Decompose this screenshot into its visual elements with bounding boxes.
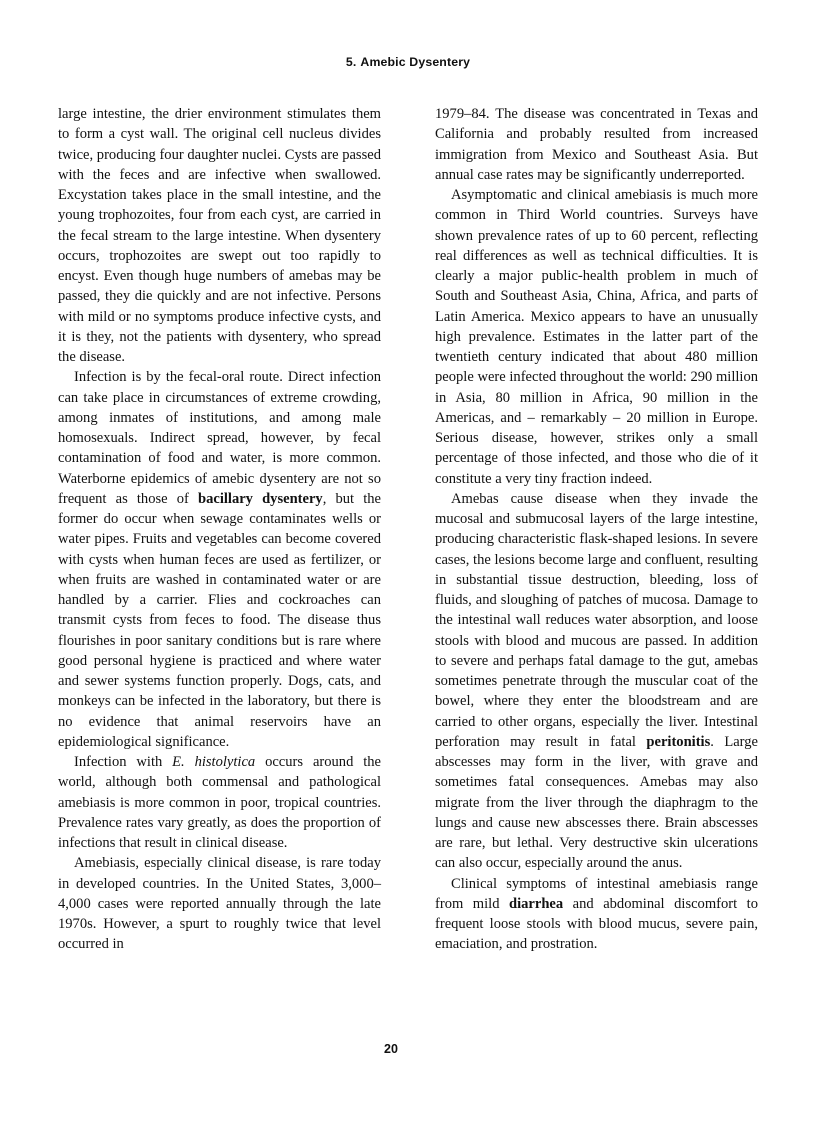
text-run: large intestine, the drier environment stimulates them to form a cyst wall. The original cell nucleus divides twice, producing four daughter nuclei. Cysts are passed with the feces and are infective when swallowed. Excystation takes place in the small intestine, and the young trophozoites, four from each cyst, are carried in the fecal stream to the large intestine. When dysentery occurs, trophozoites are swept out too rapidly to encyst. Even though huge numbers of amebas may be passed, they die quickly and are not infective. Persons with mild or no symptoms produce infective cysts, and it is they, not the patients with dysentery, who spread the disease. <box>58 106 381 365</box>
paragraph <box>58 104 381 367</box>
chapter-title: Amebic Dysentery <box>360 55 471 69</box>
bold-term: diarrhea <box>509 895 564 912</box>
text-run: Amebas cause disease when they invade the mucosal and submucosal layers of the large intestine, producing characteristic flask-shaped lesions. In severe cases, the lesions become large and confluent, resulting in substantial tissue destruction, bleeding, loss of fluids, and sloughing of patches of mucosa. Damage to the intestinal wall reduces water absorption, and loose stools with blood and mucous are passed. In addition to severe and perhaps fatal damage to the gut, amebas sometimes penetrate through the muscular coat of the bowel, where they enter the bloodstream and are carried to other organs, especially the liver. Intestinal perforation may result in fatal <box>435 490 758 750</box>
bold-term: bacillary dysentery <box>198 490 323 507</box>
page-number: 20 <box>384 1042 398 1056</box>
paragraph <box>435 874 758 955</box>
text-run: occurs around the world, although both commensal and pathological amebiasis is more common in poor, tropical countries. Prevalence rates vary greatly, as does the proportion of infections that result in clinical disease. <box>58 754 382 851</box>
text-run: Asymptomatic and clinical amebiasis is much more common in Third World countries. Surveys have shown prevalence rates of up to 60 percent, reflecting real differences as well as technical difficulties. It is clearly a major public-health problem in much of South and Southeast Asia, China, Africa, and parts of Latin America. Mexico appears to have an unusually high prevalence. Estimates in the latter part of the twentieth century indicated that about 480 million people were infected throughout the world: 290 million in Asia, 80 million in Africa, 90 million in the Americas, and – remarkably – 20 million in Europe. Serious disease, however, strikes only a small percentage of those infected, and those who die of it constitute a very tiny fraction indeed. <box>435 187 758 487</box>
text-run: , but the former do occur when sewage contaminates wells or water pipes. Fruits and vegetables can become covered with cysts when human feces are used as fertilizer, or when fruits are washed in contaminated water or are handled by a carrier. Flies and cockroaches can transmit cysts from feces to food. The disease thus flourishes in poor sanitary conditions but is rare where good personal hygiene is practiced and where water and sewer systems function properly. Dogs, cats, and monkeys can be infected in the laboratory, but there is no evidence that animal reservoirs have an epidemiological significance. <box>58 490 381 750</box>
right-text-column <box>435 104 758 1024</box>
text-run: Infection is by the fecal-oral route. Direct infection can take place in circumstances of extreme crowding, among inmates of institutions, and among male homosexuals. Indirect spread, however, by fecal contamination of food and water, is more common. Waterborne epidemics of amebic dysentery are not so frequent as those of <box>58 369 381 507</box>
body-columns <box>58 104 758 1024</box>
chapter-number: 5. <box>345 55 357 69</box>
paragraph <box>58 367 381 752</box>
page-footer <box>0 1042 816 1056</box>
running-head <box>0 55 816 69</box>
text-run: and abdominal discomfort to frequent loose stools with blood mucus, severe pain, emaciation, and prostration. <box>435 895 758 953</box>
left-text-column <box>58 104 381 1024</box>
paragraph <box>58 853 381 954</box>
text-run: Amebiasis, especially clinical disease, is rare today in developed countries. In the United States, 3,000–4,000 cases were reported annually through the late 1970s. However, a spurt to roughly twice that level occurred in <box>58 855 381 953</box>
paragraph <box>435 185 758 489</box>
text-run: . Large abscesses may form in the liver, with grave and sometimes fatal consequences. Amebas may also migrate from the liver through the diaphragm to the lungs and cause new abscesses there. Brain abscesses are rare, but lethal. Very destructive skin ulcerations can also occur, especially around the anus. <box>435 733 758 872</box>
text-run: 1979–84. The disease was concentrated in Texas and California and probably resulted from increased immigration from Mexico and Southeast Asia. But annual case rates may be significantly underreported. <box>435 106 758 183</box>
text-run: Clinical symptoms of intestinal amebiasis range from mild <box>435 875 758 912</box>
italic-term: E. histolytica <box>172 754 256 770</box>
paragraph <box>58 752 381 853</box>
text-run: Infection with <box>74 754 173 770</box>
paragraph <box>435 489 758 874</box>
paragraph <box>435 104 758 185</box>
bold-term: peritonitis <box>646 733 711 750</box>
